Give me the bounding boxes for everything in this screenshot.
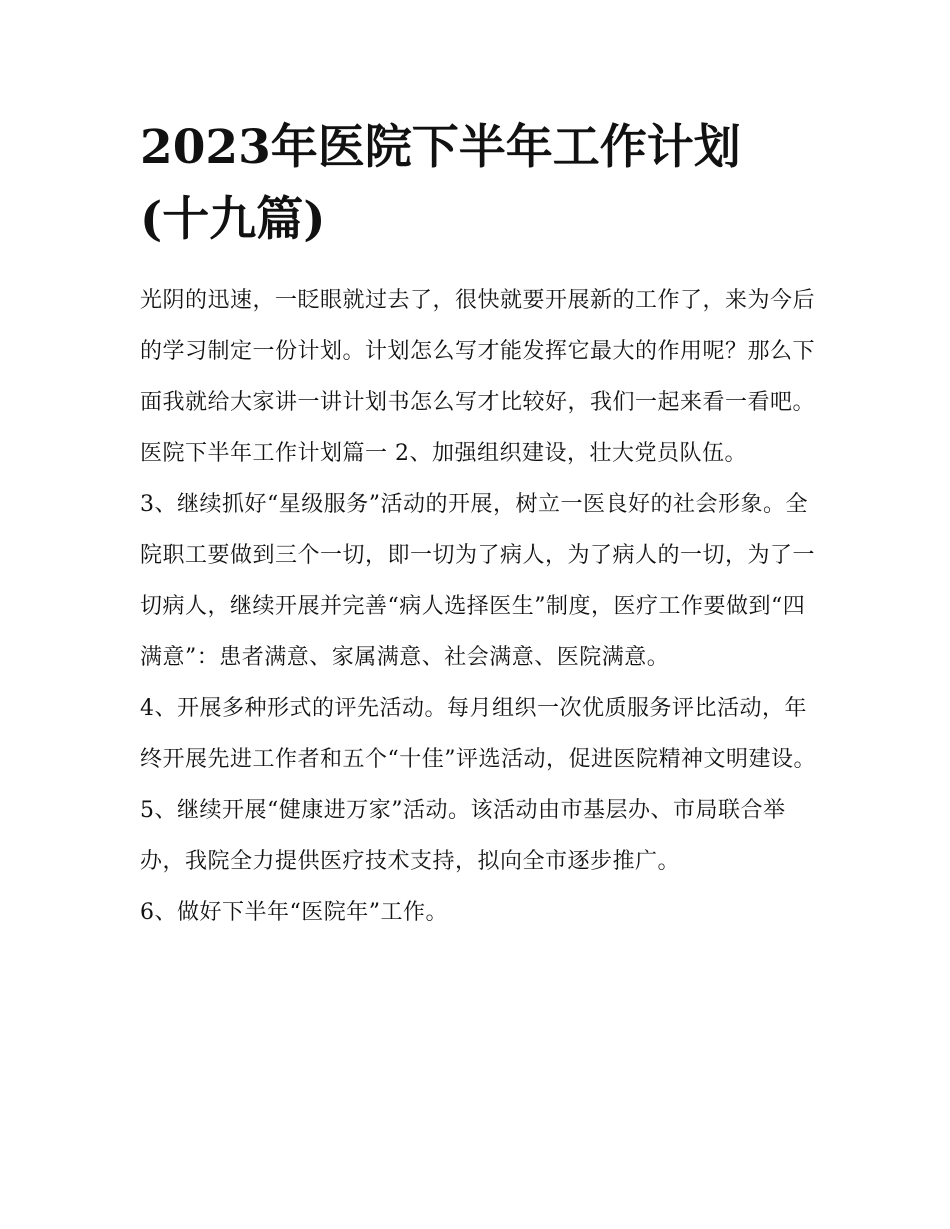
title-line-2: (十九篇) [140, 192, 326, 247]
intro-paragraph: 光阴的迅速，一眨眼就过去了，很快就要开展新的工作了，来为今后的学习制定一份计划。计划怎么写才能发挥它最大的作用呢？那么下面我就给大家讲一讲计划书怎么写才比较好，我们一起来看一看吧。 [140, 288, 816, 415]
document-body [140, 275, 820, 938]
paragraph-item-5: 5、继续开展“健康进万家”活动。该活动由市基层办、市局联合举办，我院全力提供医疗技术支持，拟向全市逐步推广。 [140, 798, 786, 874]
document-title [140, 112, 830, 256]
title-line-1: 2023年医院下半年工作计划 [140, 120, 741, 175]
paragraph-item-4: 4、开展多种形式的评先活动。每月组织一次优质服务评比活动，年终开展先进工作者和五个“十佳”评选活动，促进医院精神文明建设。 [140, 696, 816, 772]
paragraph-item-3: 3、继续抓好“星级服务”活动的开展，树立一医良好的社会形象。全院职工要做到三个一切，即一切为了病人，为了病人的一切，为了一切病人，继续开展并完善“病人选择医生”制度，医疗工作要做到“四满意”：患者满意、家属满意、社会满意、医院满意。 [140, 492, 816, 670]
paragraph-item-2: 医院下半年工作计划篇一 2、加强组织建设，壮大党员队伍。 [140, 441, 747, 466]
paragraph-item-6: 6、做好下半年“医院年”工作。 [140, 900, 448, 925]
